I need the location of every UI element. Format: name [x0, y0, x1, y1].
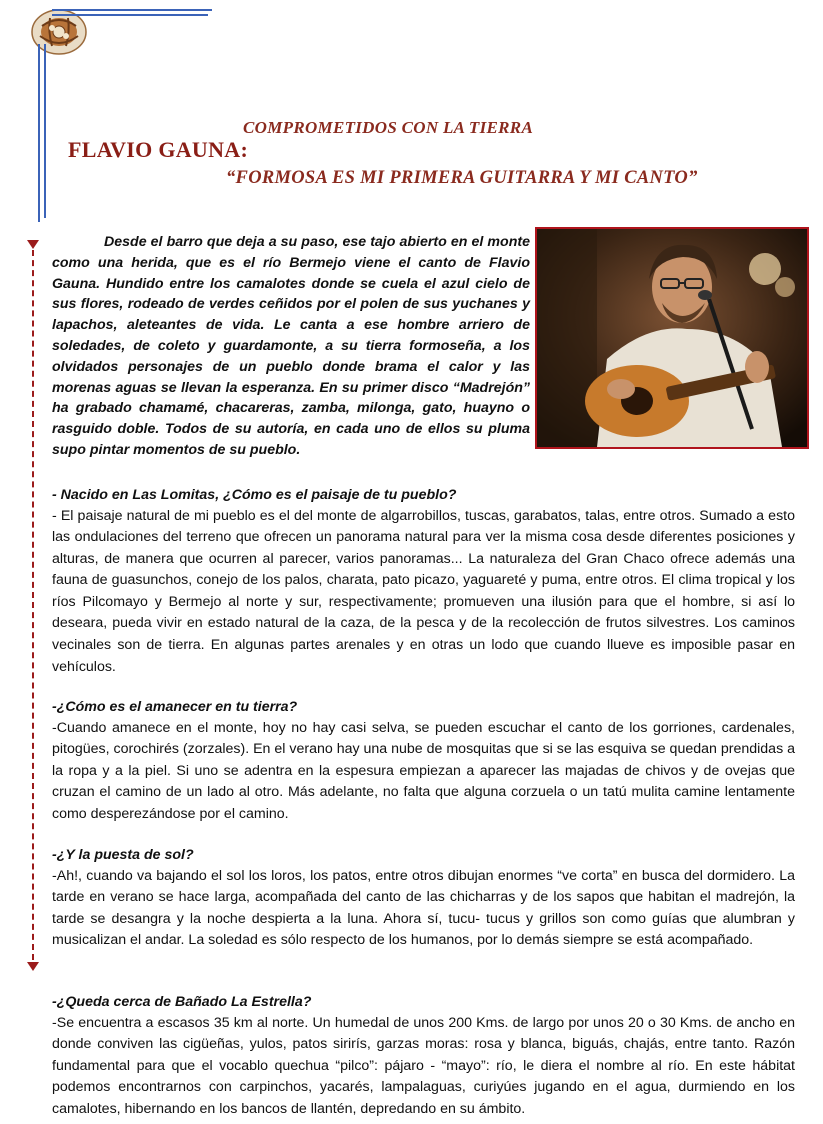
qa-block: [52, 992, 795, 1120]
interview-answer: - El paisaje natural de mi pueblo es el del monte de algarrobillos, tuscas, garabatos, talas, entre otros. Sumado a esto las ondulaciones del terreno que ofrecen un panorama natural para ver la misma cosa desde diferentes posiciones y alturas, de manera que ocurren al parecer, varios panoramas... La naturaleza del Gran Chaco ofrece además una fauna de guasunchos, conejo de los palos, charata, pato picazo, yaguareté y puma, entre otros. El clima tropical y los ríos Pilcomayo y Bermejo al norte y sur, respectivamente; promueven una ilusión para que el hombre, si así lo deseara, pueda vivir en estado natural de la caza, de la pesca y de la recolección de frutos silvestres. Los caminos vecinales son de tierra. En algunas partes arenales y en otras un lodo que cuando llueve es imposible pasar en vehículos.: [52, 507, 795, 675]
section-kicker: COMPROMETIDOS CON LA TIERRA: [243, 118, 534, 137]
singer-photo: [535, 227, 809, 449]
header-rule-top: [52, 9, 212, 11]
qa-block: [52, 845, 795, 952]
interview-answer: -Se encuentra a escasos 35 km al norte. Un humedal de unos 200 Kms. de largo por unos 20 o 30 Kms. de ancho en donde conviven las cigüeñas, yulos, patos sirirís, garzas moras: rosa y blanca, biguás, chajás, entre tanto. Razón fundamental para que el vocablo quechua “pilco”: pájaro - “mayo”: río, le diera el nombre al río. En este hábitat podemos encontrarnos con carpinchos, yacarés, lampalaguas, curiyúes jugando en el agua, durmiendo en los camalotes, hibernando en los bancos de llantén, depredando en su ámbito.: [52, 1014, 795, 1117]
qa-block: [52, 485, 795, 678]
interview-question: -¿Y la puesta de sol?: [52, 847, 194, 863]
interview-answer: -Cuando amanece en el monte, hoy no hay casi selva, se pueden escuchar el canto de los gorriones, cardenales, pitogües, corochirés (zorzales). En el verano hay una nube de mosquitas que si se las esquiva se quedan prendidas a la ropa y a la piel. Si uno se adentra en la espesura empiezan a aparecer las majadas de chivos y de ovejas que cruzan el camino de un lado al otro. Más adelante, no falta que alguna corzuela o un tatú mulita camine lentamente como desperezándose por el camino.: [52, 719, 795, 822]
intro-paragraph: Desde el barro que deja a su paso, ese tajo abierto en el monte como una herida, que es el río Bermejo viene el canto de Flavio Gauna. Hundido entre los camalotes donde se cuela el azul cielo de sus flores, rodeado de verdes ceñidos por el polen de sus yuchanes y lapachos, aleteantes de vida. Le canta a ese hombre arriero de soledades, de coleto y guardamonte, a su tierra formoseña, a los olvidados personajes de un pueblo donde brama el calor y las morenas aguas se llevan la esperanza. En su primer disco “Madrejón” ha grabado chamamé, chacareras, zamba, milonga, gato, huayno o rasguido doble. Todos de su autoría, en cada uno de ellos su pluma supo pintar momentos de su pueblo.: [52, 234, 530, 458]
interview-question: -¿Queda cerca de Bañado La Estrella?: [52, 994, 312, 1010]
page-subtitle: “FORMOSA ES MI PRIMERA GUITARRA Y MI CANTO”: [226, 168, 698, 188]
interview-question: - Nacido en Las Lomitas, ¿Cómo es el paisaje de tu pueblo?: [52, 487, 457, 503]
header-rule-left-2: [44, 44, 46, 218]
header-rule-top-2: [52, 14, 208, 16]
interview-question: -¿Cómo es el amanecer en tu tierra?: [52, 699, 298, 715]
margin-dashed-line: [32, 240, 34, 960]
header-rule-left: [38, 44, 40, 222]
qa-block: [52, 697, 795, 825]
interview-answer: -Ah!, cuando va bajando el sol los loros, los patos, entre otros dibujan enormes “ve corta” en busca del dormidero. La tarde en verano se hace larga, acompañada del canto de las chicharras y de los sapos que habitan el madrejón, la tarde se desangra y la noche despierta a la luna. Ahora sí, tucu- tucus y grillos son como guías que alumbran y musicalizan el andar. La soledad es sólo respecto de los humanos, por lo demás siempre se está acompañado.: [52, 867, 795, 949]
page-title: FLAVIO GAUNA:: [68, 137, 249, 162]
margin-arrow-bottom: [27, 962, 39, 971]
